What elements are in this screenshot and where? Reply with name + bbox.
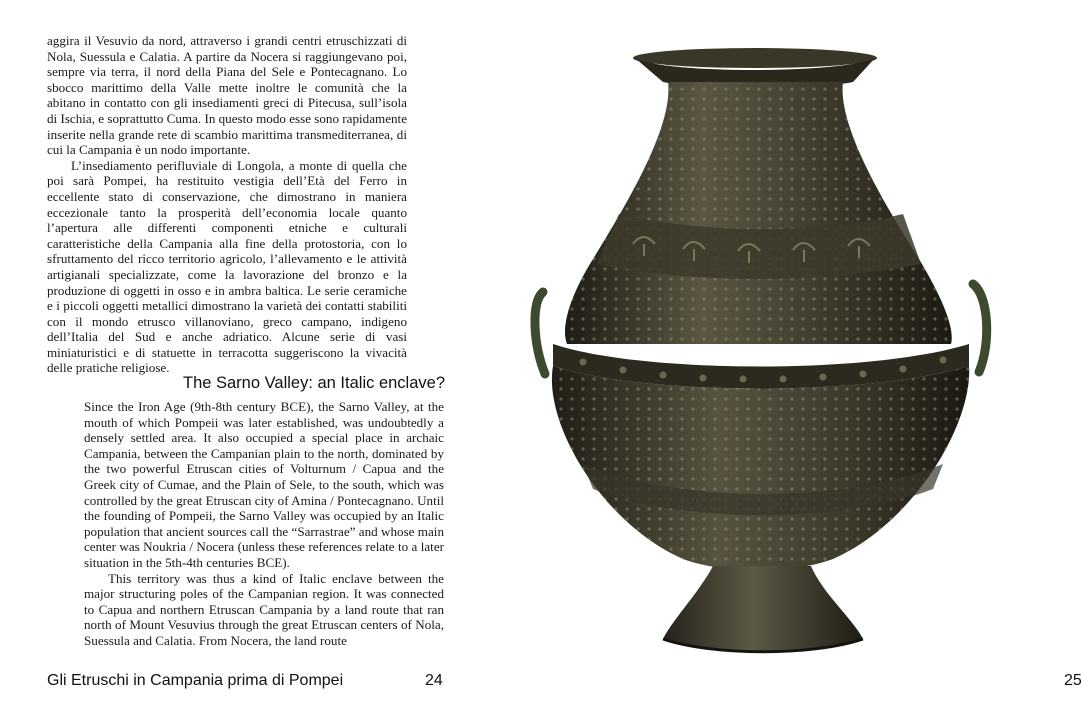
section-heading: The Sarno Valley: an Italic enclave? [182,374,445,392]
left-page [0,0,503,711]
italian-text-block [47,33,407,376]
italian-paragraph-2: L’insediamento perifluviale di Longola, a monte di quella che poi sarà Pompei, ha restituito vestigia dell’Età del Ferro in eccellente stato di conservazione, che dimostrano in maniera eccezionale tanto la prosperità dell’economia locale quanto l’apertura alle differenti componenti etniche e culturali caratteristiche della Campania alla fine della protostoria, con lo sfruttamento del ricco territorio agricolo, l’allevamento e le attività artigianali specializzate, come la lavorazione del bronzo e la produzione di oggetti in osso e in ambra baltica. Le serie ceramiche e i piccoli oggetti metallici dimostrano la varietà dei contatti stabiliti con il mondo etrusco villanoviano, greco campano, indigeno dell’Italia del Sud e anche adriatico. Alcune serie di vasi miniaturistici e di statuette in terracotta suggeriscono la vivacità delle pratiche religiose. [47,157,407,376]
running-footer-title: Gli Etruschi in Campania prima di Pompei [47,672,344,689]
bronze-vase-photo [523,44,993,656]
english-text-block [84,399,444,649]
english-paragraph-2: This territory was thus a kind of Italic enclave between the major structuring poles of the Campanian region. It was connected to Capua and northern Etruscan Campania by a land route that ran north of Mount Vesuvius through the great Etruscan centers of Nola, Suessula and Calatia. From Nocera, the land route [84,570,444,648]
right-page [503,0,1082,711]
italian-paragraph-1: aggira il Vesuvio da nord, attraverso i grandi centri etruschizzati di Nola, Suessula e Calatia. A partire da Nocera si raggiungevano poi, sempre via terra, il nord della Piana del Sele e Pontecagnano. Lo sbocco marittimo della Valle mette inoltre le comunità che la abitano in contatto con gli insediamenti greci di Pitecusa, sull’isola di Ischia, e soprattutto Cuma. In questo modo esse sono rapidamente inserite nella grande rete di scambio marittima transmediterranea, di cui la Campania è un nodo importante. [47,33,408,158]
page-number-left: 24 [425,672,443,689]
english-paragraph-1: Since the Iron Age (9th-8th century BCE), the Sarno Valley, at the mouth of which Pompeii was later established, was undoubtedly a densely settled area. It also occupied a special place in archaic Campania, between the Campanian plain to the north, dominated by the two powerful Etruscan cities of Volturnum / Capua and the Greek city of Cumae, and the Plain of Sele, to the south, which was controlled by the great Etruscan city of Amina / Pontecagnano. Until the founding of Pompeii, the Sarno Valley was occupied by an Italic population that ancient sources call the “Sarrastrae” and whose main center was Noukria / Nocera (unless these references relate to a later situation in the 5th-4th centuries BCE). [84,399,444,570]
page-number-right: 25 [1064,672,1082,689]
